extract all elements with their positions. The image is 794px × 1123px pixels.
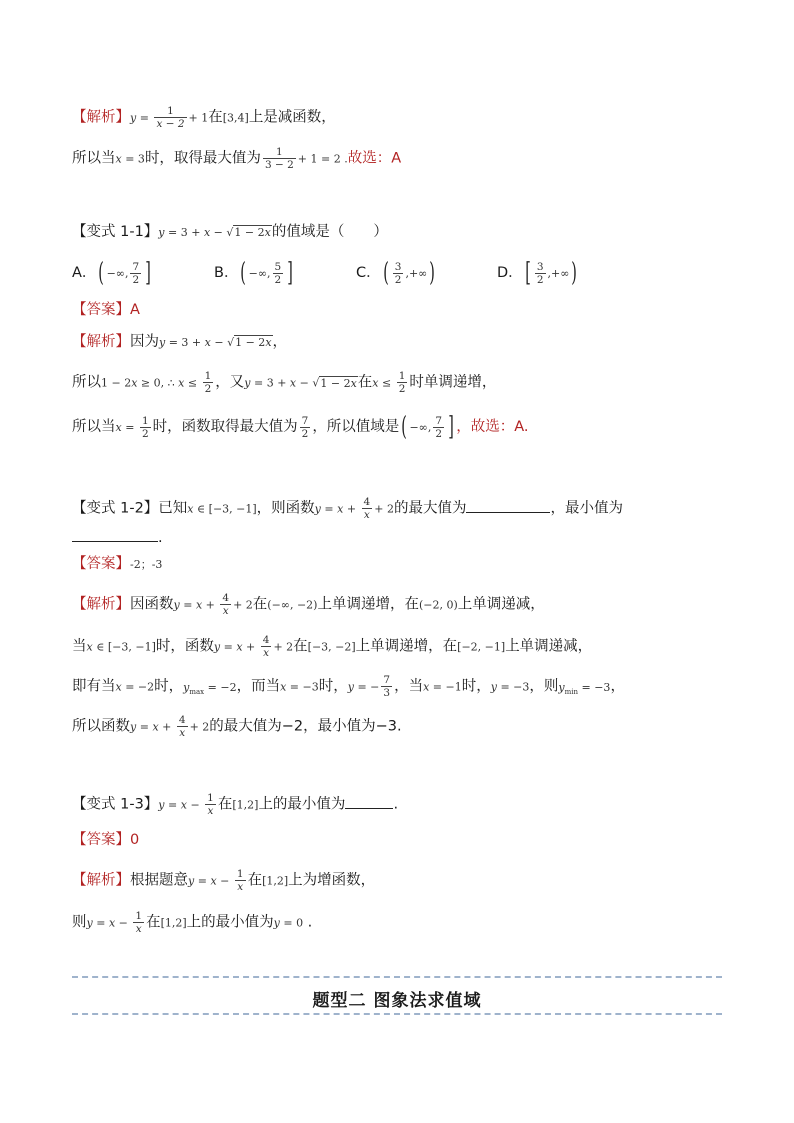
variant-1-2-answer: 【答案】-2；-3 [72,556,163,572]
variant-1-1-answer: 【答案】A [72,302,140,318]
variant-1-1-question: 【变式 1-1】y = 3 + x − √1 − 2x的值域是（ ） [72,224,388,240]
section-title: 题型二 图象法求值域 [312,991,482,1011]
section-divider-top [72,976,722,978]
variant-1-2-analysis-4: 所以函数y = x + $\frac{4}{x}$ + 2的最大值为−2，最小值为−3. [72,714,402,739]
option-d: D．[ $\frac{3}{2}$ ,+∞) [497,258,578,288]
answer-blank[interactable] [466,512,550,513]
analysis-line-2: 所以当x = 3时，取得最大值为 $\frac{1}{3 - 2}$ + 1 = 2 .故选：A [72,146,402,171]
variant-1-1-analysis-2: 所以1 − 2x ≥ 0, ∴ x ≤ $\frac{1}{2}$ ，又y = 3 + x − √1 − 2x在x ≤ $\frac{1}{2}$ 时单调递增， [72,370,497,395]
variant-1-2-analysis-3: 即有当x = −2时，$y_{max} = -2$，而当x = −3时，y = − $\frac{7}{3}$ ，当x = −1时，y = −3，则$y_{min} = -3$， [72,674,625,699]
answer-blank-3[interactable] [345,808,393,809]
option-b: B．( −∞, $\frac{5}{2}$ ] [214,258,294,288]
analysis-line-1: 【解析】y = $\frac{1}{x - 2}$ + 1在[3,4]上是减函数， [72,105,336,130]
variant-1-1-analysis-3: 所以当x = $\frac{1}{2}$ 时，函数取得最大值为 $\frac{7}{2}$ ，所以值域是( −∞, $\frac{7}{2}$ ] ，故选：A. [72,412,529,442]
variant-1-3-analysis-2: 则y = x − $\frac{1}{x}$ 在[1,2]上的最小值为y = 0 . [72,910,313,935]
variant-1-3-answer: 【答案】0 [72,832,140,848]
analysis-text: 上是减函数， [248,109,336,126]
variant-1-2-analysis-1: 【解析】因函数y = x + $\frac{4}{x}$ + 2在(−∞, −2)上单调递增，在(−2, 0)上单调递减， [72,592,545,617]
variant-1-3-question: 【变式 1-3】y = x − $\frac{1}{x}$ 在[1,2]上的最小值为 . [72,792,399,817]
section-divider-bottom [72,1013,722,1015]
variant-1-1-analysis-1: 【解析】因为y = 3 + x − √1 − 2x， [72,334,288,350]
variant-1-3-analysis-1: 【解析】根据题意y = x − $\frac{1}{x}$ 在[1,2]上为增函数， [72,868,376,893]
option-c: C．( $\frac{3}{2}$ ,+∞) [356,258,436,288]
option-a: A．( −∞, $\frac{7}{2}$ ] [72,258,152,288]
answer-blank-2[interactable] [72,541,158,542]
variant-1-2-analysis-2: 当x ∈ [−3, −1]时，函数y = x + $\frac{4}{x}$ + 2在[−3, −2]上单调递增，在[−2, −1]上单调递减， [72,634,593,659]
variant-1-2-question: 【变式 1-2】已知x ∈ [−3, −1]，则函数y = x + $\frac{4}{x}$ + 2的最大值为 ，最小值为 [72,496,623,521]
variant-1-2-blank-line: . [72,528,163,548]
variant-tag: 【变式 1-1】 [72,224,159,240]
analysis-tag: 【解析】 [72,109,130,126]
